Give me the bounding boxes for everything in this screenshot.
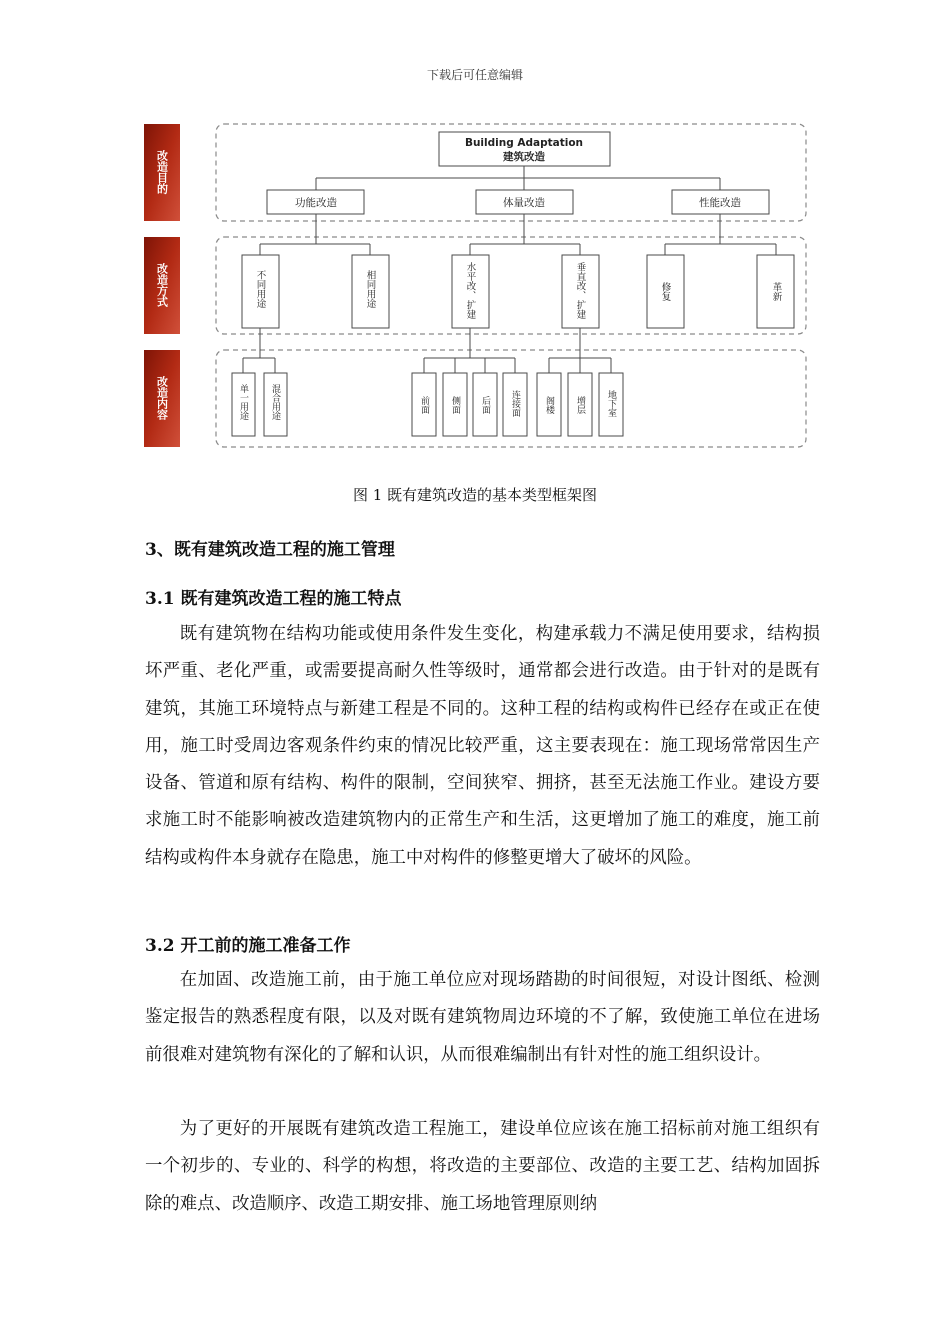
side-label-content-text: 改造内容 bbox=[155, 376, 169, 420]
level3-mixed-use bbox=[264, 373, 287, 436]
level3-single-use bbox=[232, 373, 255, 436]
level3-mixed-use-label: 混合用途 bbox=[270, 384, 280, 420]
root-title-en: Building Adaptation bbox=[464, 137, 584, 149]
section-3-1-paragraph: 既有建筑物在结构功能或使用条件发生变化，构建承载力不满足使用要求，结构损坏严重、老化严重，或需要提高耐久性等级时，通常都会进行改造。由于针对的是既有建筑，其施工环境特点与新建工程是不同的。这种工程的结构或构件已经存在或正在使用，施工时受周边客观条件约束的情况比较严重，这主要表现在：施工现场常常因生产设备、管道和原有结构、构件的限制，空间狭窄、拥挤，甚至无法施工作业。建设方要求施工时不能影响被改造建筑物内的正常生产和生活，这更增加了施工的难度，施工前结构或构件本身就存在隐患，施工中对构件的修整更增大了破坏的风险。 bbox=[145, 624, 820, 868]
side-label-purpose bbox=[144, 124, 180, 221]
level3-add-floor-label: 增层 bbox=[575, 396, 585, 414]
level1-performance bbox=[672, 190, 769, 214]
level3-front-label: 前面 bbox=[419, 396, 429, 414]
section-3-2-paragraph-1: 在加固、改造施工前，由于施工单位应对现场踏勘的时间很短，对设计图纸、检测鉴定报告的熟悉程度有限，以及对既有建筑物周边环境的不了解，致使施工单位在进场前很难对建筑物有深化的了解和认识，从而很难编制出有针对性的施工组织设计。 bbox=[145, 970, 820, 1065]
level1-performance-label: 性能改造 bbox=[699, 197, 741, 209]
side-label-method-text: 改造方式 bbox=[155, 263, 169, 307]
level2-different-use bbox=[242, 255, 279, 328]
section-3-2-title: 3.2 开工前的施工准备工作 bbox=[145, 936, 351, 956]
figure-caption: 图 1 既有建筑改造的基本类型框架图 bbox=[352, 486, 598, 504]
level3-connection-label: 连接面 bbox=[510, 390, 520, 417]
level3-single-use-label: 单一用途 bbox=[238, 384, 248, 420]
level3-front bbox=[412, 373, 436, 436]
level3-basement bbox=[599, 373, 623, 436]
level2-same-use-label: 相同用途 bbox=[364, 270, 376, 308]
level3-add-floor bbox=[568, 373, 592, 436]
level3-back-label: 后面 bbox=[480, 396, 490, 414]
level2-different-use-label: 不同用途 bbox=[254, 270, 266, 308]
level3-connection bbox=[503, 373, 527, 436]
level3-basement-label: 地下室 bbox=[606, 390, 616, 417]
building-adaptation-diagram bbox=[0, 0, 950, 480]
side-label-purpose-text: 改造目的 bbox=[155, 150, 169, 194]
level1-volume bbox=[476, 190, 573, 214]
level2-repair bbox=[647, 255, 684, 328]
section-3-title: 3、既有建筑改造工程的施工管理 bbox=[145, 540, 395, 560]
level2-repair-label: 修复 bbox=[659, 282, 671, 301]
section-3-1-title: 3.1 既有建筑改造工程的施工特点 bbox=[145, 589, 402, 609]
page-header: 下载后可任意编辑 bbox=[426, 68, 523, 82]
group-frame-method bbox=[216, 237, 806, 334]
side-label-method bbox=[144, 237, 180, 334]
level3-attic bbox=[537, 373, 561, 436]
level2-horizontal bbox=[452, 255, 489, 328]
level1-volume-label: 体量改造 bbox=[503, 197, 545, 209]
level3-back bbox=[473, 373, 497, 436]
level1-function bbox=[267, 190, 364, 214]
level2-horizontal-label: 水平改、扩建 bbox=[464, 262, 476, 319]
level2-vertical-label: 垂直改、扩建 bbox=[574, 262, 586, 319]
side-label-content bbox=[144, 350, 180, 447]
level3-attic-label: 阁楼 bbox=[544, 396, 554, 414]
section-3-2-paragraph-2: 为了更好的开展既有建筑改造工程施工，建设单位应该在施工招标前对施工组织有一个初步的、专业的、科学的构想，将改造的主要部位、改造的主要工艺、结构加固拆除的难点、改造顺序、改造工期安排、施工场地管理原则纳 bbox=[145, 1119, 820, 1214]
root-box bbox=[439, 132, 610, 166]
level3-side-label: 侧面 bbox=[450, 396, 460, 414]
level2-renovate bbox=[757, 255, 794, 328]
level1-function-label: 功能改造 bbox=[295, 197, 337, 209]
level3-side bbox=[443, 373, 467, 436]
root-title-zh: 建筑改造 bbox=[503, 151, 545, 163]
level2-same-use bbox=[352, 255, 389, 328]
level2-vertical bbox=[562, 255, 599, 328]
level2-renovate-label: 革新 bbox=[770, 282, 782, 301]
